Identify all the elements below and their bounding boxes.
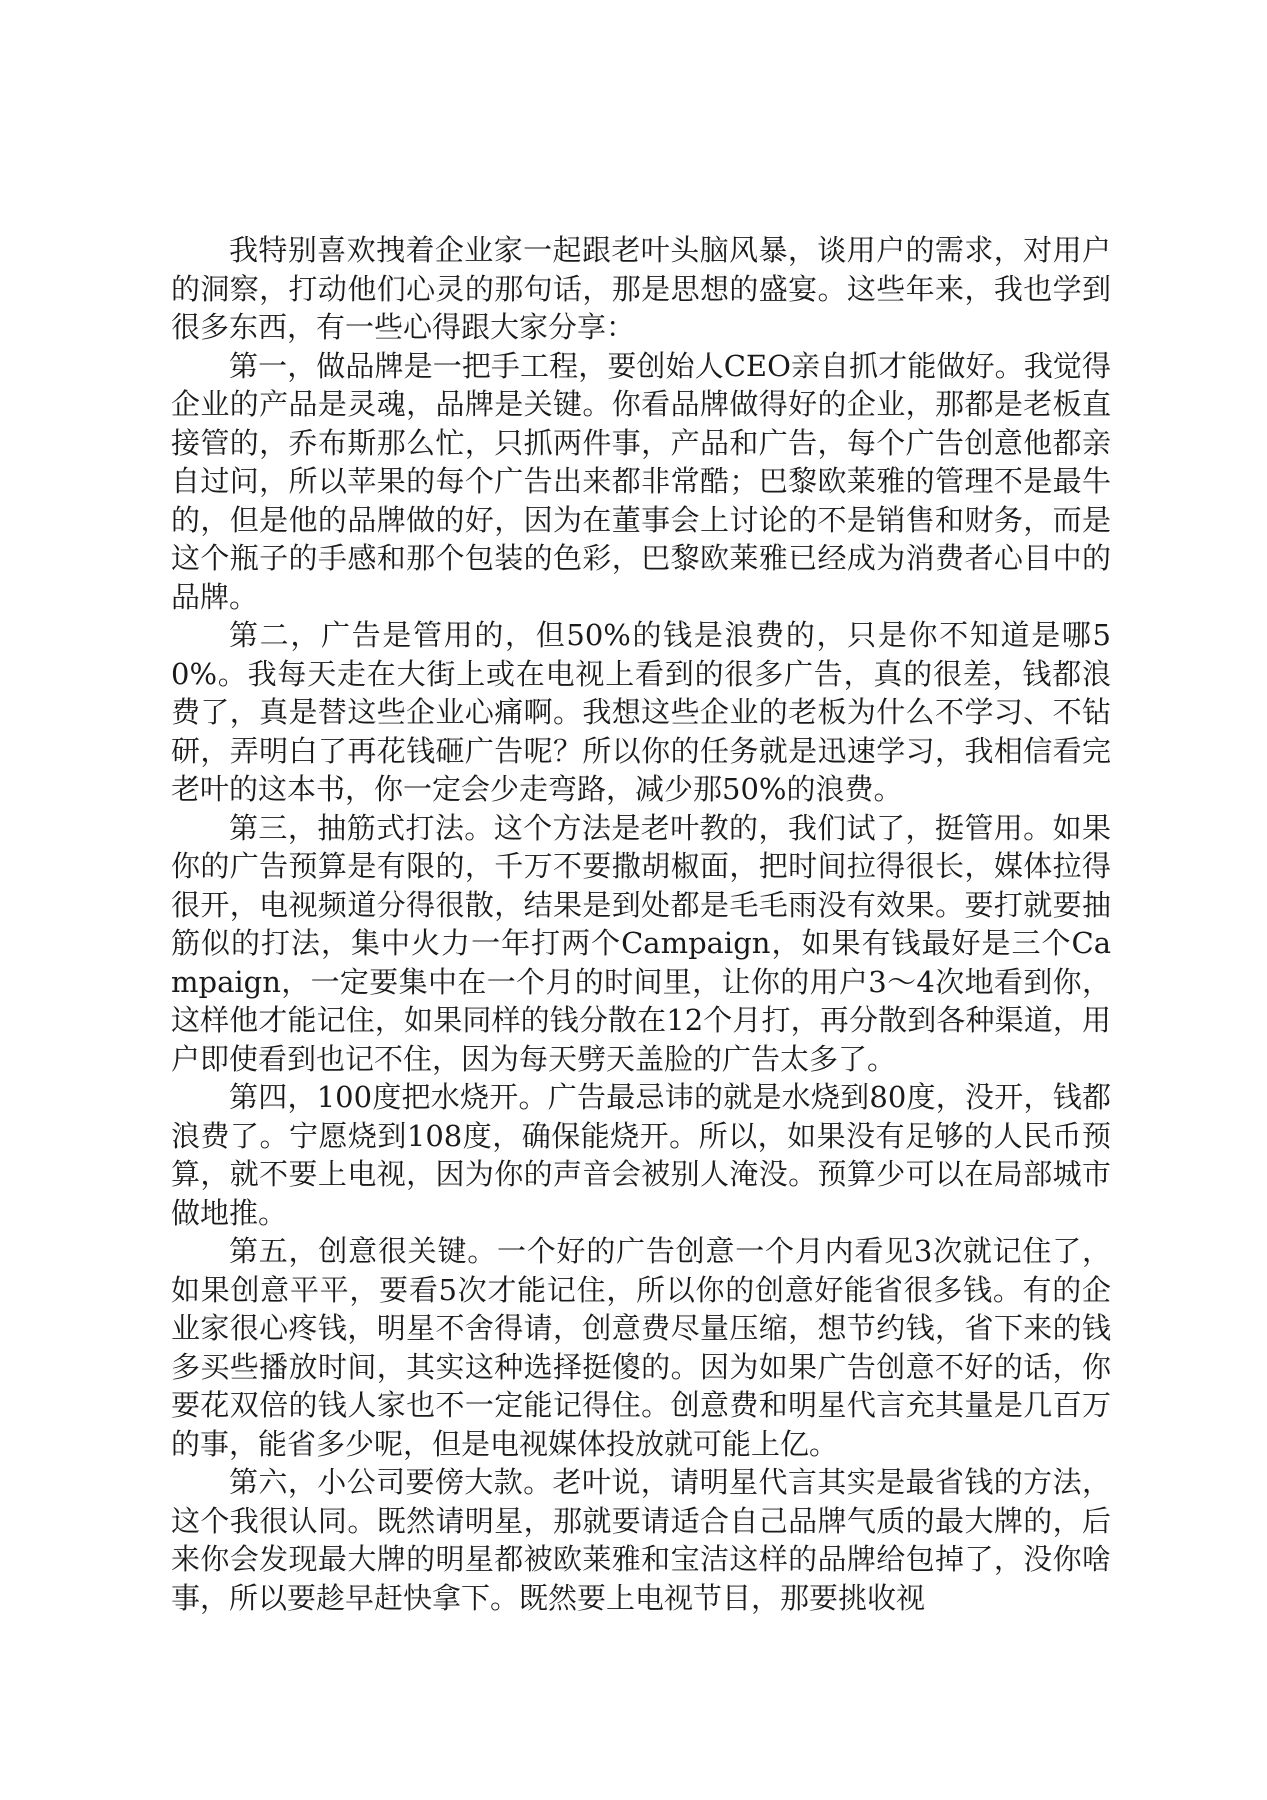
paragraph-point-1: 第一，做品牌是一把手工程，要创始人CEO亲自抓才能做好。我觉得企业的产品是灵魂，品牌是关键。你看品牌做得好的企业，那都是老板直接管的，乔布斯那么忙，只抓两件事，产品和广告，每个广告创意他都亲自过问，所以苹果的每个广告出来都非常酷；巴黎欧莱雅的管理不是最牛的，但是他的品牌做的好，因为在董事会上讨论的不是销售和财务，而是这个瓶子的手感和那个包装的色彩，巴黎欧莱雅已经成为消费者心目中的品牌。 — [171, 348, 1111, 614]
paragraph-point-3: 第三，抽筋式打法。这个方法是老叶教的，我们试了，挺管用。如果你的广告预算是有限的，千万不要撒胡椒面，把时间拉得很长，媒体拉得很开，电视频道分得很散，结果是到处都是毛毛雨没有效果。要打就要抽筋似的打法，集中火力一年打两个Campaign，如果有钱最好是三个Campaign，一定要集中在一个月的时间里，让你的用户3～4次地看到你，这样他才能记住，如果同样的钱分散在12个月打，再分散到各种渠道，用户即使看到也记不住，因为每天劈天盖脸的广告太多了。 — [171, 810, 1111, 1076]
paragraph-point-6: 第六，小公司要傍大款。老叶说，请明星代言其实是最省钱的方法，这个我很认同。既然请明星，那就要请适合自己品牌气质的最大牌的，后来你会发现最大牌的明星都被欧莱雅和宝洁这样的品牌给包掉了，没你啥事，所以要趁早赶快拿下。既然要上电视节目，那要挑收视 — [171, 1465, 1111, 1615]
document-body — [171, 231, 1111, 1617]
paragraph-point-4: 第四，100度把水烧开。广告最忌讳的就是水烧到80度，没开，钱都浪费了。宁愿烧到108度，确保能烧开。所以，如果没有足够的人民币预算，就不要上电视，因为你的声音会被别人淹没。预算少可以在局部城市做地推。 — [171, 1080, 1111, 1230]
paragraph-intro: 我特别喜欢拽着企业家一起跟老叶头脑风暴，谈用户的需求，对用户的洞察，打动他们心灵的那句话，那是思想的盛宴。这些年来，我也学到很多东西，有一些心得跟大家分享： — [171, 233, 1111, 344]
paragraph-point-5: 第五，创意很关键。一个好的广告创意一个月内看见3次就记住了，如果创意平平，要看5次才能记住，所以你的创意好能省很多钱。有的企业家很心疼钱，明星不舍得请，创意费尽量压缩，想节约钱，省下来的钱多买些播放时间，其实这种选择挺傻的。因为如果广告创意不好的话，你要花双倍的钱人家也不一定能记得住。创意费和明星代言充其量是几百万的事，能省多少呢，但是电视媒体投放就可能上亿。 — [171, 1234, 1111, 1461]
paragraph-point-2: 第二，广告是管用的，但50%的钱是浪费的，只是你不知道是哪50%。我每天走在大街上或在电视上看到的很多广告，真的很差，钱都浪费了，真是替这些企业心痛啊。我想这些企业的老板为什么不学习、不钻研，弄明白了再花钱砸广告呢？所以你的任务就是迅速学习，我相信看完老叶的这本书，你一定会少走弯路，减少那50%的浪费。 — [171, 618, 1111, 806]
